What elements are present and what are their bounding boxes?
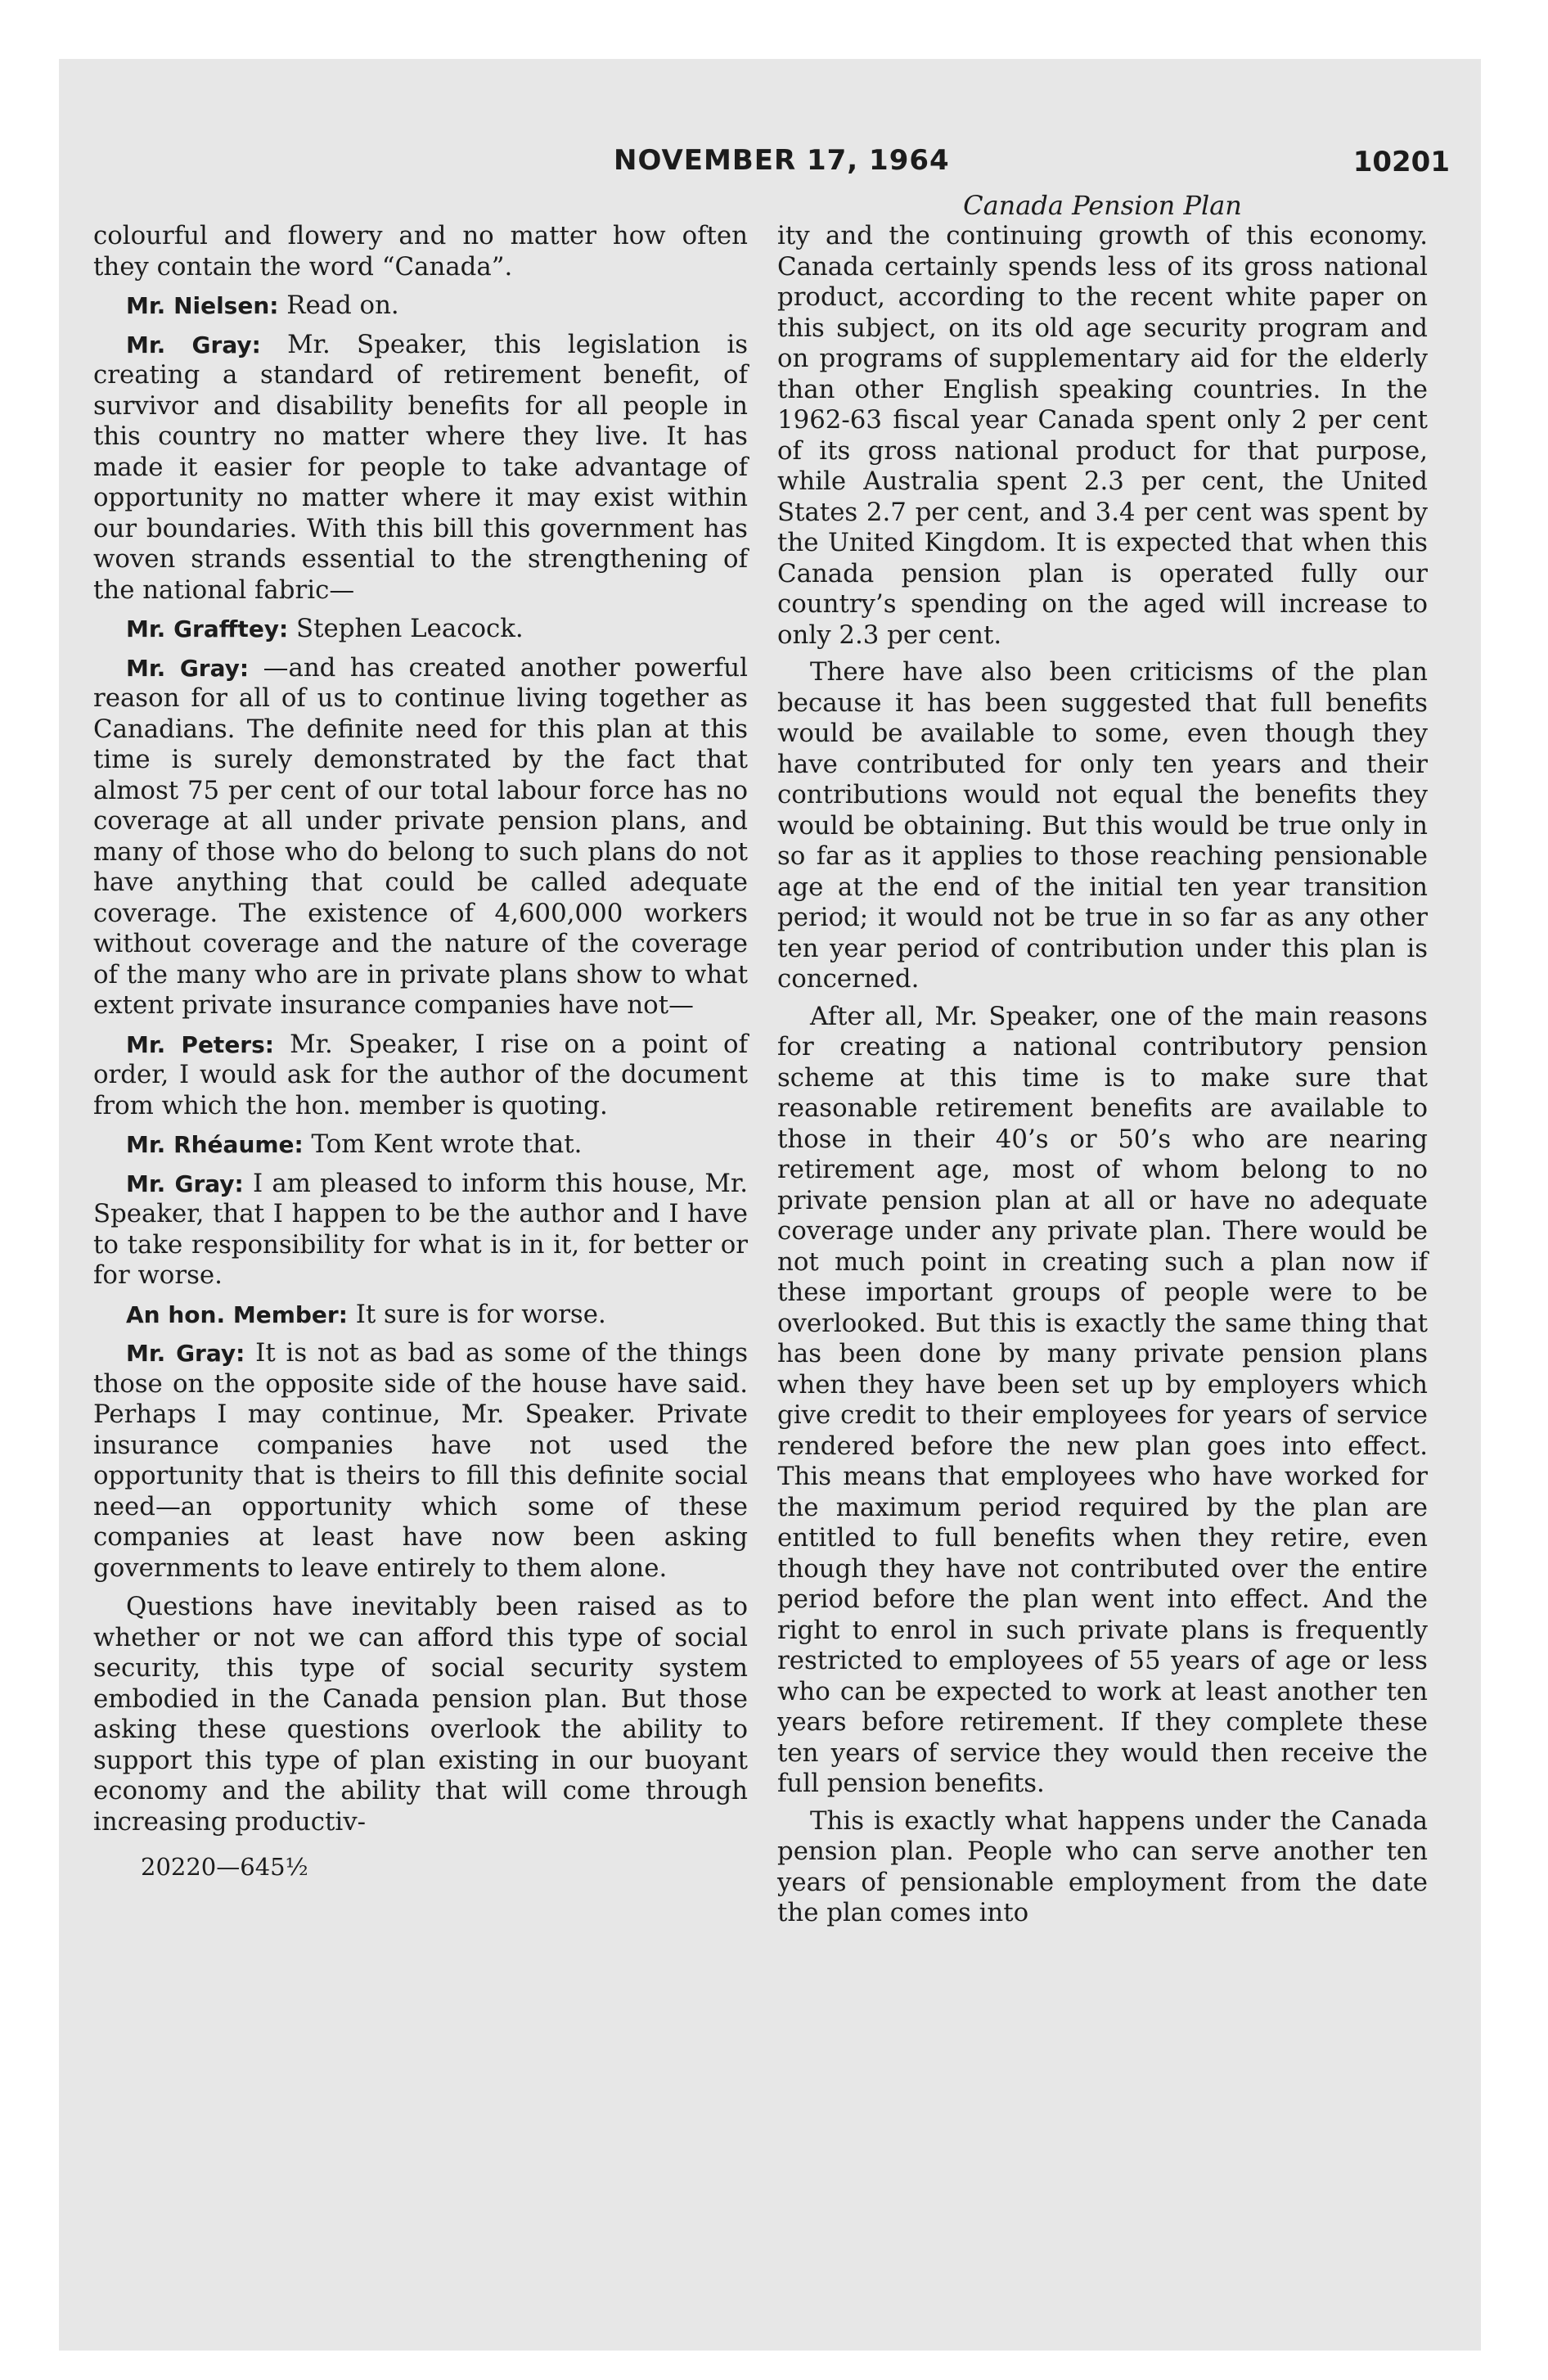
paragraph xyxy=(93,291,748,322)
speech-text: Tom Kent wrote that. xyxy=(303,1129,583,1159)
header-date: NOVEMBER 17, 1964 xyxy=(614,144,950,177)
paragraph: This is exactly what happens under the Canada pension plan. People who can serve another ten years of pensionable employment from the date the plan comes into xyxy=(777,1805,1428,1927)
print-code-footnote: 20220—645½ xyxy=(141,1853,308,1881)
paragraph xyxy=(93,1300,748,1331)
paragraph: ity and the continuing growth of this economy. Canada certainly spends less of its gross national product, according to the recent white paper on this subject, on its old age security program and on programs of supplementary aid for the elderly than other English speaking countries. In the 1962-63 fiscal year Canada spent only 2 per cent of its gross national product for that purpose, while Australia spent 2.3 per cent, the United States 2.7 per cent, and 3.4 per cent was spent by the United Kingdom. It is expected that when this Canada pension plan is operated fully our country’s spending on the aged will increase to only 2.3 per cent. xyxy=(777,221,1428,650)
speaker-name: Mr. Peters: xyxy=(126,1030,274,1058)
speech-text: I am pleased to inform this house, Mr. Speaker, that I happen to be the author and I have to take responsibility for what is in it, for better or for worse. xyxy=(93,1168,748,1290)
speaker-name: Mr. Gray: xyxy=(126,654,250,682)
speaker-name: Mr. Gray: xyxy=(126,331,261,358)
paragraph: Questions have inevitably been raised as to whether or not we can afford this type of social security, this type of social security system embodied in the Canada pension plan. But those asking these questions overlook the ability to support this type of plan existing in our buoyant economy and the ability that will come through increasing productiv- xyxy=(93,1592,748,1837)
paragraph xyxy=(93,653,748,1021)
paragraph: colourful and flowery and no matter how often they contain the word “Canada”. xyxy=(93,221,748,282)
paragraph xyxy=(93,330,748,606)
speaker-name: An hon. Member: xyxy=(126,1300,348,1328)
speech-text: Mr. Speaker, this legislation is creating a standard of retirement benefit, of survivor and disability benefits for all people in this country no matter where they live. It has made it easier for people to take advantage of opportunity no matter where it may exist within our boundaries. With this bill this government has woven strands essential to the strengthening of the national fabric— xyxy=(93,329,749,605)
speaker-name: Mr. Nielsen: xyxy=(126,292,279,319)
speaker-name: Mr. Gray: xyxy=(126,1170,244,1197)
right-column xyxy=(777,190,1428,1936)
running-title: Canada Pension Plan xyxy=(963,190,1242,221)
paragraph: After all, Mr. Speaker, one of the main reasons for creating a national contributory pension scheme at this time is to make sure that reasonable retirement benefits are available to those in their 40’s or 50’s who are nearing retirement age, most of whom belong to no private pension plan at all or have no adequate coverage under any private plan. There would be not much point in creating such a plan now if these important groups of people were to be overlooked. But this is exactly the same thing that has been done by many private pension plans when they have been set up by employers which give credit to their employees for years of service rendered before the new plan goes into effect. This means that employees who have worked for the maximum period required by the plan are entitled to full benefits when they retire, even though they have not contributed over the entire period before the plan went into effect. And the right to enrol in such private plans is frequently restricted to employees of 55 years of age or less who can be expected to work at least another ten years before retirement. If they complete these ten years of service they would then receive the full pension benefits. xyxy=(777,1001,1428,1798)
speaker-name: Mr. Rhéaume: xyxy=(126,1131,304,1158)
page-header xyxy=(0,144,1548,193)
left-column xyxy=(93,221,748,1883)
speech-text: Read on. xyxy=(278,291,399,320)
speaker-name: Mr. Grafftey: xyxy=(126,615,289,642)
paragraph xyxy=(93,1129,748,1161)
paragraph: There have also been criticisms of the plan because it has been suggested that full benefits would be available to some, even though they have contributed for only ten years and their contributions would not equal the benefits they would be obtaining. But this would be true only in so far as it applies to those reaching pensionable age at the end of the initial ten year transition period; it would not be true in so far as any other ten year period of contribution under this plan is concerned. xyxy=(777,657,1428,994)
speech-text: It sure is for worse. xyxy=(347,1299,606,1329)
paragraph xyxy=(93,1338,748,1584)
page-number: 10201 xyxy=(1352,146,1450,178)
speech-text: —and has created another powerful reason for all of us to continue living together as Canadians. The definite need for this plan at this time is surely demonstrated by the fact that almost 75 per cent of our total labour force has no coverage at all under private pension plans, and many of those who do belong to such plans do not have anything that could be called adequate coverage. The existence of 4,600,000 workers without coverage and the nature of the coverage of the many who are in private plans show to what extent private insurance companies have not— xyxy=(93,652,748,1020)
paragraph xyxy=(93,1030,748,1122)
speech-text: Stephen Leacock. xyxy=(288,614,524,643)
paragraph xyxy=(93,1169,748,1291)
speech-text: Mr. Speaker, I rise on a point of order, I would ask for the author of the document from which the hon. member is quoting. xyxy=(93,1029,748,1120)
speech-text: It is not as bad as some of the things those on the opposite side of the house have said. Perhaps I may continue, Mr. Speaker. Private insurance companies have not used the opportunity that is theirs to fill this definite social need—an opportunity which some of these companies at least have now been asking governments to leave entirely to them alone. xyxy=(93,1338,748,1583)
speaker-name: Mr. Gray: xyxy=(126,1340,245,1367)
paragraph xyxy=(93,614,748,645)
